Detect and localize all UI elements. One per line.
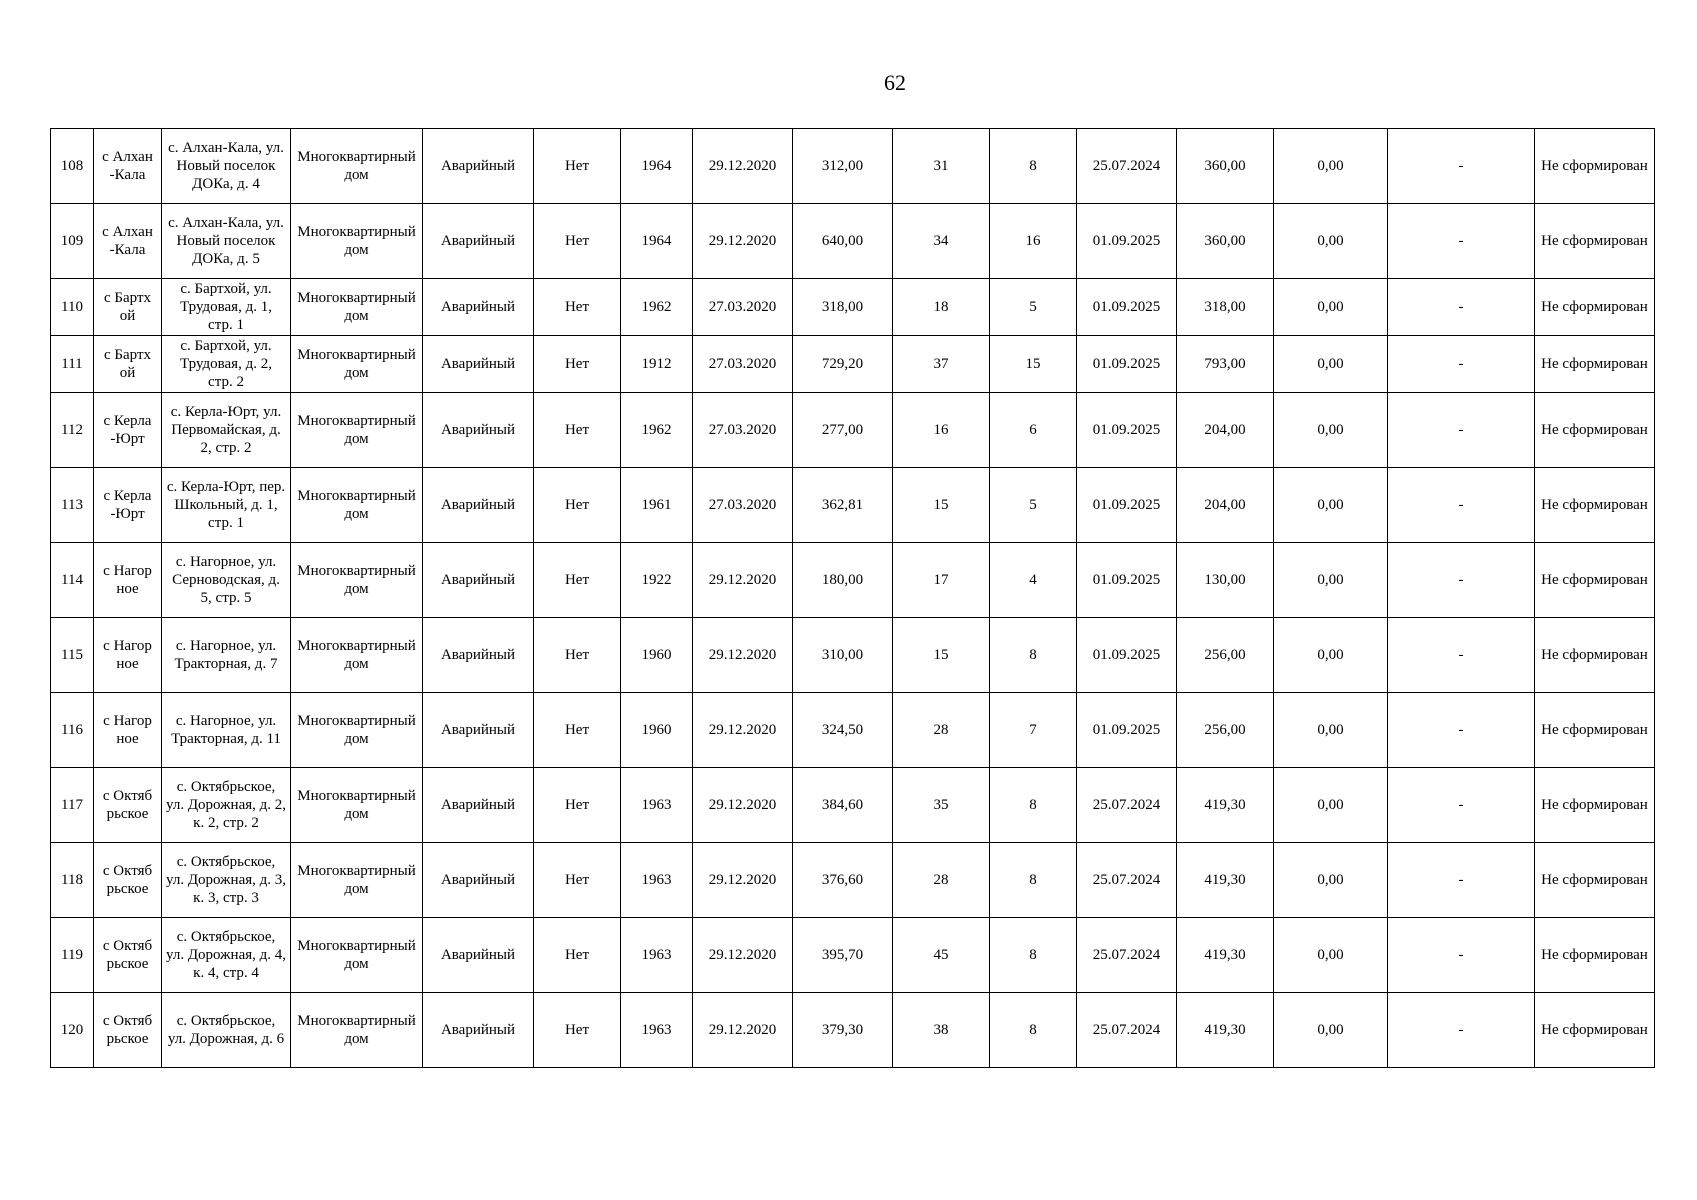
- resettlement-deadline: 01.09.2025: [1077, 618, 1177, 693]
- table-row: [51, 618, 1655, 693]
- table-row: [51, 543, 1655, 618]
- cost-value: 0,00: [1274, 543, 1388, 618]
- cost-value: 0,00: [1274, 993, 1388, 1068]
- build-year: 1962: [621, 279, 693, 336]
- units-count: 8: [990, 993, 1077, 1068]
- building-condition: Аварийный: [423, 918, 534, 993]
- building-condition: Аварийный: [423, 393, 534, 468]
- row-number: 116: [51, 693, 94, 768]
- planned-area: 419,30: [1177, 843, 1274, 918]
- residents-count: 45: [893, 918, 990, 993]
- build-year: 1963: [621, 993, 693, 1068]
- flag-value: Нет: [534, 543, 621, 618]
- build-year: 1912: [621, 336, 693, 393]
- planned-area: 204,00: [1177, 468, 1274, 543]
- building-type: Многоквартирный дом: [291, 843, 423, 918]
- empty-value: -: [1388, 843, 1535, 918]
- total-area: 395,70: [793, 918, 893, 993]
- build-year: 1960: [621, 618, 693, 693]
- building-type: Многоквартирный дом: [291, 336, 423, 393]
- resettlement-deadline: 01.09.2025: [1077, 336, 1177, 393]
- row-number: 118: [51, 843, 94, 918]
- residents-count: 18: [893, 279, 990, 336]
- plot-status: Не сформирован: [1535, 468, 1655, 543]
- planned-area: 130,00: [1177, 543, 1274, 618]
- row-number: 109: [51, 204, 94, 279]
- flag-value: Нет: [534, 693, 621, 768]
- house-address: с. Октябрьское, ул. Дорожная, д. 3, к. 3, стр. 3: [162, 843, 291, 918]
- empty-value: -: [1388, 279, 1535, 336]
- resettlement-deadline: 01.09.2025: [1077, 693, 1177, 768]
- building-condition: Аварийный: [423, 129, 534, 204]
- row-number: 117: [51, 768, 94, 843]
- plot-status: Не сформирован: [1535, 393, 1655, 468]
- building-condition: Аварийный: [423, 543, 534, 618]
- resettlement-deadline: 25.07.2024: [1077, 768, 1177, 843]
- settlement-name: с Нагор ное: [94, 543, 162, 618]
- table-row: [51, 843, 1655, 918]
- flag-value: Нет: [534, 618, 621, 693]
- plot-status: Не сформирован: [1535, 204, 1655, 279]
- building-condition: Аварийный: [423, 336, 534, 393]
- empty-value: -: [1388, 543, 1535, 618]
- house-address: с. Октябрьское, ул. Дорожная, д. 2, к. 2, стр. 2: [162, 768, 291, 843]
- house-address: с. Нагорное, ул. Тракторная, д. 7: [162, 618, 291, 693]
- planned-area: 256,00: [1177, 693, 1274, 768]
- residents-count: 28: [893, 843, 990, 918]
- house-address: с. Октябрьское, ул. Дорожная, д. 6: [162, 993, 291, 1068]
- row-number: 111: [51, 336, 94, 393]
- plot-status: Не сформирован: [1535, 618, 1655, 693]
- build-year: 1962: [621, 393, 693, 468]
- page-number: 62: [884, 70, 906, 95]
- residents-count: 15: [893, 468, 990, 543]
- resettlement-deadline: 01.09.2025: [1077, 543, 1177, 618]
- cost-value: 0,00: [1274, 618, 1388, 693]
- resettlement-deadline: 01.09.2025: [1077, 468, 1177, 543]
- empty-value: -: [1388, 336, 1535, 393]
- flag-value: Нет: [534, 468, 621, 543]
- empty-value: -: [1388, 204, 1535, 279]
- empty-value: -: [1388, 393, 1535, 468]
- empty-value: -: [1388, 993, 1535, 1068]
- empty-value: -: [1388, 468, 1535, 543]
- table-row: [51, 693, 1655, 768]
- house-address: с. Бартхой, ул. Трудовая, д. 1, стр. 1: [162, 279, 291, 336]
- resettlement-deadline: 01.09.2025: [1077, 279, 1177, 336]
- row-number: 110: [51, 279, 94, 336]
- settlement-name: с Октяб рьское: [94, 993, 162, 1068]
- units-count: 16: [990, 204, 1077, 279]
- total-area: 324,50: [793, 693, 893, 768]
- total-area: 376,60: [793, 843, 893, 918]
- build-year: 1964: [621, 204, 693, 279]
- building-condition: Аварийный: [423, 468, 534, 543]
- row-number: 115: [51, 618, 94, 693]
- building-type: Многоквартирный дом: [291, 129, 423, 204]
- build-year: 1963: [621, 843, 693, 918]
- residents-count: 35: [893, 768, 990, 843]
- recognition-date: 29.12.2020: [693, 993, 793, 1068]
- empty-value: -: [1388, 693, 1535, 768]
- row-number: 112: [51, 393, 94, 468]
- house-address: с. Алхан-Кала, ул. Новый поселок ДОКа, д. 5: [162, 204, 291, 279]
- house-address: с. Керла-Юрт, пер. Школьный, д. 1, стр. 1: [162, 468, 291, 543]
- total-area: 277,00: [793, 393, 893, 468]
- flag-value: Нет: [534, 336, 621, 393]
- building-type: Многоквартирный дом: [291, 918, 423, 993]
- plot-status: Не сформирован: [1535, 768, 1655, 843]
- recognition-date: 29.12.2020: [693, 543, 793, 618]
- settlement-name: с Октяб рьское: [94, 843, 162, 918]
- residents-count: 28: [893, 693, 990, 768]
- cost-value: 0,00: [1274, 468, 1388, 543]
- house-address: с. Нагорное, ул. Серноводская, д. 5, стр. 5: [162, 543, 291, 618]
- building-condition: Аварийный: [423, 843, 534, 918]
- settlement-name: с Керла -Юрт: [94, 468, 162, 543]
- empty-value: -: [1388, 129, 1535, 204]
- units-count: 7: [990, 693, 1077, 768]
- flag-value: Нет: [534, 129, 621, 204]
- table-row: [51, 204, 1655, 279]
- planned-area: 204,00: [1177, 393, 1274, 468]
- settlement-name: с Нагор ное: [94, 693, 162, 768]
- units-count: 4: [990, 543, 1077, 618]
- house-address: с. Бартхой, ул. Трудовая, д. 2, стр. 2: [162, 336, 291, 393]
- settlement-name: с Бартх ой: [94, 279, 162, 336]
- plot-status: Не сформирован: [1535, 129, 1655, 204]
- total-area: 312,00: [793, 129, 893, 204]
- plot-status: Не сформирован: [1535, 918, 1655, 993]
- table-row: [51, 468, 1655, 543]
- flag-value: Нет: [534, 393, 621, 468]
- plot-status: Не сформирован: [1535, 993, 1655, 1068]
- plot-status: Не сформирован: [1535, 843, 1655, 918]
- flag-value: Нет: [534, 204, 621, 279]
- plot-status: Не сформирован: [1535, 543, 1655, 618]
- cost-value: 0,00: [1274, 918, 1388, 993]
- resettlement-deadline: 01.09.2025: [1077, 204, 1177, 279]
- units-count: 8: [990, 129, 1077, 204]
- resettlement-deadline: 25.07.2024: [1077, 843, 1177, 918]
- settlement-name: с Нагор ное: [94, 618, 162, 693]
- residents-count: 17: [893, 543, 990, 618]
- units-count: 5: [990, 279, 1077, 336]
- recognition-date: 29.12.2020: [693, 204, 793, 279]
- build-year: 1963: [621, 768, 693, 843]
- settlement-name: с Алхан -Кала: [94, 129, 162, 204]
- building-type: Многоквартирный дом: [291, 618, 423, 693]
- building-condition: Аварийный: [423, 279, 534, 336]
- total-area: 310,00: [793, 618, 893, 693]
- row-number: 113: [51, 468, 94, 543]
- cost-value: 0,00: [1274, 279, 1388, 336]
- recognition-date: 27.03.2020: [693, 336, 793, 393]
- residents-count: 16: [893, 393, 990, 468]
- flag-value: Нет: [534, 993, 621, 1068]
- flag-value: Нет: [534, 279, 621, 336]
- house-address: с. Керла-Юрт, ул. Первомайская, д. 2, стр. 2: [162, 393, 291, 468]
- flag-value: Нет: [534, 768, 621, 843]
- recognition-date: 27.03.2020: [693, 468, 793, 543]
- recognition-date: 29.12.2020: [693, 618, 793, 693]
- units-count: 8: [990, 918, 1077, 993]
- housing-registry-table: [50, 128, 1655, 1068]
- empty-value: -: [1388, 768, 1535, 843]
- house-address: с. Алхан-Кала, ул. Новый поселок ДОКа, д. 4: [162, 129, 291, 204]
- total-area: 640,00: [793, 204, 893, 279]
- units-count: 8: [990, 618, 1077, 693]
- settlement-name: с Керла -Юрт: [94, 393, 162, 468]
- cost-value: 0,00: [1274, 843, 1388, 918]
- house-address: с. Нагорное, ул. Тракторная, д. 11: [162, 693, 291, 768]
- cost-value: 0,00: [1274, 393, 1388, 468]
- table-row: [51, 393, 1655, 468]
- table-row: [51, 768, 1655, 843]
- recognition-date: 27.03.2020: [693, 279, 793, 336]
- build-year: 1961: [621, 468, 693, 543]
- resettlement-deadline: 25.07.2024: [1077, 993, 1177, 1068]
- residents-count: 38: [893, 993, 990, 1068]
- cost-value: 0,00: [1274, 693, 1388, 768]
- build-year: 1963: [621, 918, 693, 993]
- flag-value: Нет: [534, 918, 621, 993]
- row-number: 120: [51, 993, 94, 1068]
- settlement-name: с Октяб рьское: [94, 768, 162, 843]
- building-condition: Аварийный: [423, 204, 534, 279]
- table-row: [51, 993, 1655, 1068]
- building-condition: Аварийный: [423, 993, 534, 1068]
- units-count: 6: [990, 393, 1077, 468]
- planned-area: 793,00: [1177, 336, 1274, 393]
- planned-area: 360,00: [1177, 204, 1274, 279]
- recognition-date: 29.12.2020: [693, 843, 793, 918]
- registry-body: [51, 129, 1655, 1068]
- row-number: 108: [51, 129, 94, 204]
- planned-area: 318,00: [1177, 279, 1274, 336]
- cost-value: 0,00: [1274, 204, 1388, 279]
- recognition-date: 27.03.2020: [693, 393, 793, 468]
- plot-status: Не сформирован: [1535, 336, 1655, 393]
- build-year: 1922: [621, 543, 693, 618]
- flag-value: Нет: [534, 843, 621, 918]
- units-count: 8: [990, 768, 1077, 843]
- table-row: [51, 279, 1655, 336]
- build-year: 1960: [621, 693, 693, 768]
- total-area: 318,00: [793, 279, 893, 336]
- settlement-name: с Алхан -Кала: [94, 204, 162, 279]
- empty-value: -: [1388, 918, 1535, 993]
- table-row: [51, 336, 1655, 393]
- empty-value: -: [1388, 618, 1535, 693]
- residents-count: 37: [893, 336, 990, 393]
- recognition-date: 29.12.2020: [693, 768, 793, 843]
- building-condition: Аварийный: [423, 768, 534, 843]
- recognition-date: 29.12.2020: [693, 918, 793, 993]
- settlement-name: с Бартх ой: [94, 336, 162, 393]
- total-area: 729,20: [793, 336, 893, 393]
- recognition-date: 29.12.2020: [693, 129, 793, 204]
- planned-area: 419,30: [1177, 918, 1274, 993]
- building-condition: Аварийный: [423, 693, 534, 768]
- building-type: Многоквартирный дом: [291, 543, 423, 618]
- resettlement-deadline: 25.07.2024: [1077, 918, 1177, 993]
- row-number: 114: [51, 543, 94, 618]
- row-number: 119: [51, 918, 94, 993]
- resettlement-deadline: 01.09.2025: [1077, 393, 1177, 468]
- planned-area: 419,30: [1177, 993, 1274, 1068]
- total-area: 362,81: [793, 468, 893, 543]
- building-type: Многоквартирный дом: [291, 768, 423, 843]
- building-condition: Аварийный: [423, 618, 534, 693]
- total-area: 379,30: [793, 993, 893, 1068]
- building-type: Многоквартирный дом: [291, 693, 423, 768]
- planned-area: 360,00: [1177, 129, 1274, 204]
- building-type: Многоквартирный дом: [291, 204, 423, 279]
- building-type: Многоквартирный дом: [291, 393, 423, 468]
- planned-area: 256,00: [1177, 618, 1274, 693]
- cost-value: 0,00: [1274, 129, 1388, 204]
- total-area: 384,60: [793, 768, 893, 843]
- building-type: Многоквартирный дом: [291, 993, 423, 1068]
- plot-status: Не сформирован: [1535, 279, 1655, 336]
- table-row: [51, 129, 1655, 204]
- cost-value: 0,00: [1274, 336, 1388, 393]
- plot-status: Не сформирован: [1535, 693, 1655, 768]
- build-year: 1964: [621, 129, 693, 204]
- building-type: Многоквартирный дом: [291, 279, 423, 336]
- table-row: [51, 918, 1655, 993]
- planned-area: 419,30: [1177, 768, 1274, 843]
- total-area: 180,00: [793, 543, 893, 618]
- residents-count: 31: [893, 129, 990, 204]
- house-address: с. Октябрьское, ул. Дорожная, д. 4, к. 4, стр. 4: [162, 918, 291, 993]
- residents-count: 15: [893, 618, 990, 693]
- units-count: 5: [990, 468, 1077, 543]
- units-count: 15: [990, 336, 1077, 393]
- settlement-name: с Октяб рьское: [94, 918, 162, 993]
- building-type: Многоквартирный дом: [291, 468, 423, 543]
- recognition-date: 29.12.2020: [693, 693, 793, 768]
- resettlement-deadline: 25.07.2024: [1077, 129, 1177, 204]
- residents-count: 34: [893, 204, 990, 279]
- units-count: 8: [990, 843, 1077, 918]
- cost-value: 0,00: [1274, 768, 1388, 843]
